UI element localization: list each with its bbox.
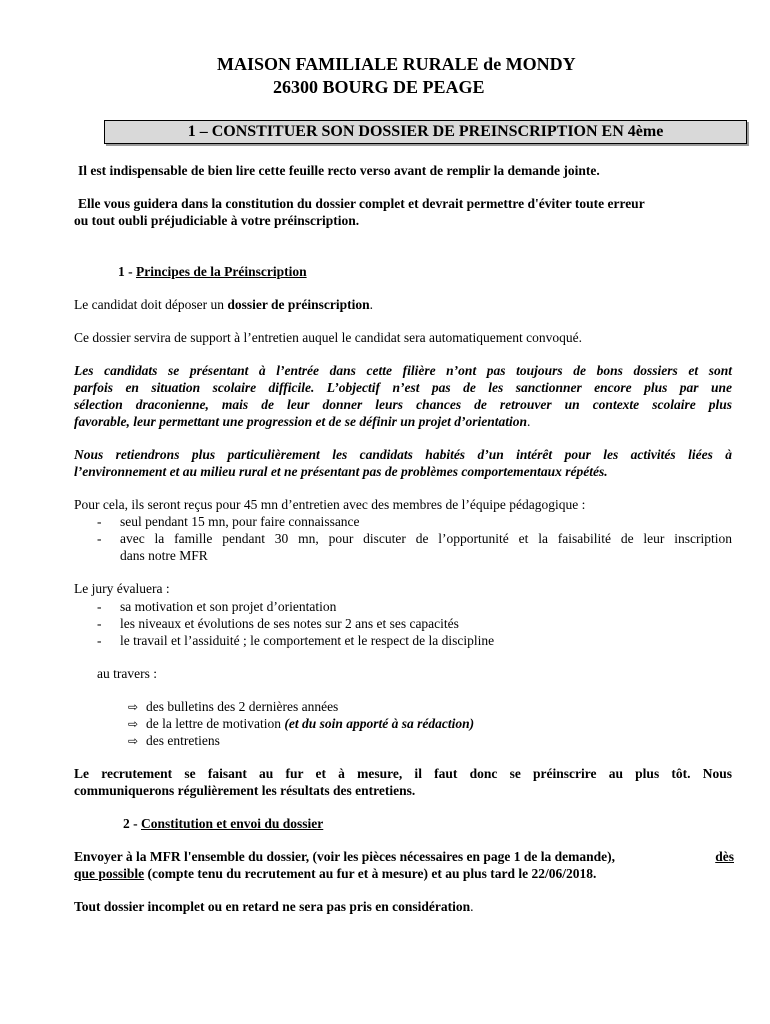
send-asap-underlined-1: dès (715, 849, 734, 864)
candidates-paragraph-line-4-text: favorable, leur permettant une progression et de se définir un projet d’orientation (74, 414, 528, 429)
interview-item-1: seul pendant 15 mn, pour faire connaissance (120, 514, 360, 529)
list-dash: - (97, 531, 102, 546)
arrow-right-icon: ⇨ (128, 734, 139, 748)
incomplete-warning (74, 898, 474, 915)
recruitment-line-1: Le recrutement se faisant au fur et à mesure, il faut donc se préinscrire au plus tôt. Nous (74, 766, 732, 781)
candidate-text: Le candidat doit déposer un (74, 297, 228, 312)
section-banner-text: 1 – CONSTITUER SON DOSSIER DE PREINSCRIPTION EN 4ème (187, 123, 664, 140)
jury-item-1: sa motivation et son projet d’orientation (120, 599, 337, 614)
section-1-number: 1 - (118, 264, 136, 279)
retained-candidates-line-2: l’environnement et au milieu rural et ne présentant pas de problèmes comportementaux répétés. (74, 464, 608, 479)
incomplete-warning-text: Tout dossier incomplet ou en retard ne sera pas pris en considération (74, 899, 471, 914)
candidate-dossier-bold: dossier de préinscription (227, 297, 370, 312)
send-deadline-text: (compte tenu du recrutement au fur et à mesure) et au plus tard le 22/06/2018. (144, 866, 597, 881)
candidates-paragraph-line-3: sélection draconienne, mais de leur donner leurs chances de retrouver un contexte scolaire plus (74, 397, 732, 412)
candidates-paragraph-line-2: parfois en situation scolaire difficile. L’objectif n’est pas de les sanctionner encore plus par une (74, 380, 732, 395)
section-2-title: Constitution et envoi du dossier (141, 816, 324, 831)
dossier-support-paragraph: Ce dossier servira de support à l’entretien auquel le candidat sera automatiquement convoqué. (74, 330, 582, 345)
arrow-item-1 (128, 698, 338, 716)
through-label: au travers : (97, 666, 157, 681)
send-instructions-line-2 (74, 865, 596, 882)
section-1-title: Principes de la Préinscription (136, 264, 307, 279)
interview-item-2-continued: dans notre MFR (120, 548, 208, 563)
arrow-item-3 (128, 732, 220, 750)
send-asap-underlined-2: que possible (74, 866, 145, 881)
arrow-item-2 (128, 715, 474, 733)
interview-intro: Pour cela, ils seront reçus pour 45 mn d’entretien avec des membres de l’équipe pédagogique : (74, 497, 586, 512)
send-instructions-line-1 (74, 848, 734, 865)
section-banner (104, 120, 747, 144)
arrow-item-1-text: des bulletins des 2 dernières années (146, 699, 339, 714)
school-name: MAISON FAMILIALE RURALE de MONDY (217, 54, 576, 74)
list-dash: - (97, 633, 102, 648)
incomplete-warning-period: . (470, 899, 474, 914)
recruitment-line-2: communiquerons régulièrement les résultats des entretiens. (74, 783, 416, 798)
arrow-item-2-italic: (et du soin apporté à sa rédaction) (284, 716, 475, 731)
school-address: 26300 BOURG DE PEAGE (273, 77, 485, 97)
arrow-item-2-text: de la lettre de motivation (146, 716, 285, 731)
intro-paragraph-1: Il est indispensable de bien lire cette feuille recto verso avant de remplir la demande jointe. (78, 163, 600, 178)
arrow-right-icon: ⇨ (128, 700, 139, 714)
section-2-heading (123, 815, 323, 832)
candidates-paragraph-line-4 (74, 413, 530, 430)
list-dash: - (97, 616, 102, 631)
section-1-heading (118, 263, 307, 280)
arrow-item-3-text: des entretiens (146, 733, 220, 748)
list-dash: - (97, 514, 102, 529)
candidates-paragraph-line-1: Les candidats se présentant à l’entrée dans cette filière n’ont pas toujours de bons dossiers et sont (74, 363, 732, 378)
jury-item-3: le travail et l’assiduité ; le comportement et le respect de la discipline (120, 633, 495, 648)
jury-intro: Le jury évaluera : (74, 581, 170, 596)
candidate-paragraph (74, 296, 373, 313)
list-dash: - (97, 599, 102, 614)
candidates-paragraph-period: . (527, 414, 531, 429)
arrow-right-icon: ⇨ (128, 717, 139, 731)
jury-item-2: les niveaux et évolutions de ses notes sur 2 ans et ses capacités (120, 616, 459, 631)
section-2-number: 2 - (123, 816, 141, 831)
intro-paragraph-2-line-2: ou tout oubli préjudiciable à votre préinscription. (74, 213, 360, 228)
intro-paragraph-2-line-1: Elle vous guidera dans la constitution du dossier complet et devrait permettre d'éviter toute erreur (78, 196, 645, 211)
retained-candidates-line-1: Nous retiendrons plus particulièrement les candidats habités d’un intérêt pour les activités liées à (74, 447, 732, 462)
interview-item-2: avec la famille pendant 30 mn, pour discuter de l’opportunité et la faisabilité de leur inscription (120, 531, 732, 546)
send-instructions-text: Envoyer à la MFR l'ensemble du dossier, (voir les pièces nécessaires en page 1 de la demande), (74, 849, 615, 864)
candidate-text-end: . (369, 297, 373, 312)
